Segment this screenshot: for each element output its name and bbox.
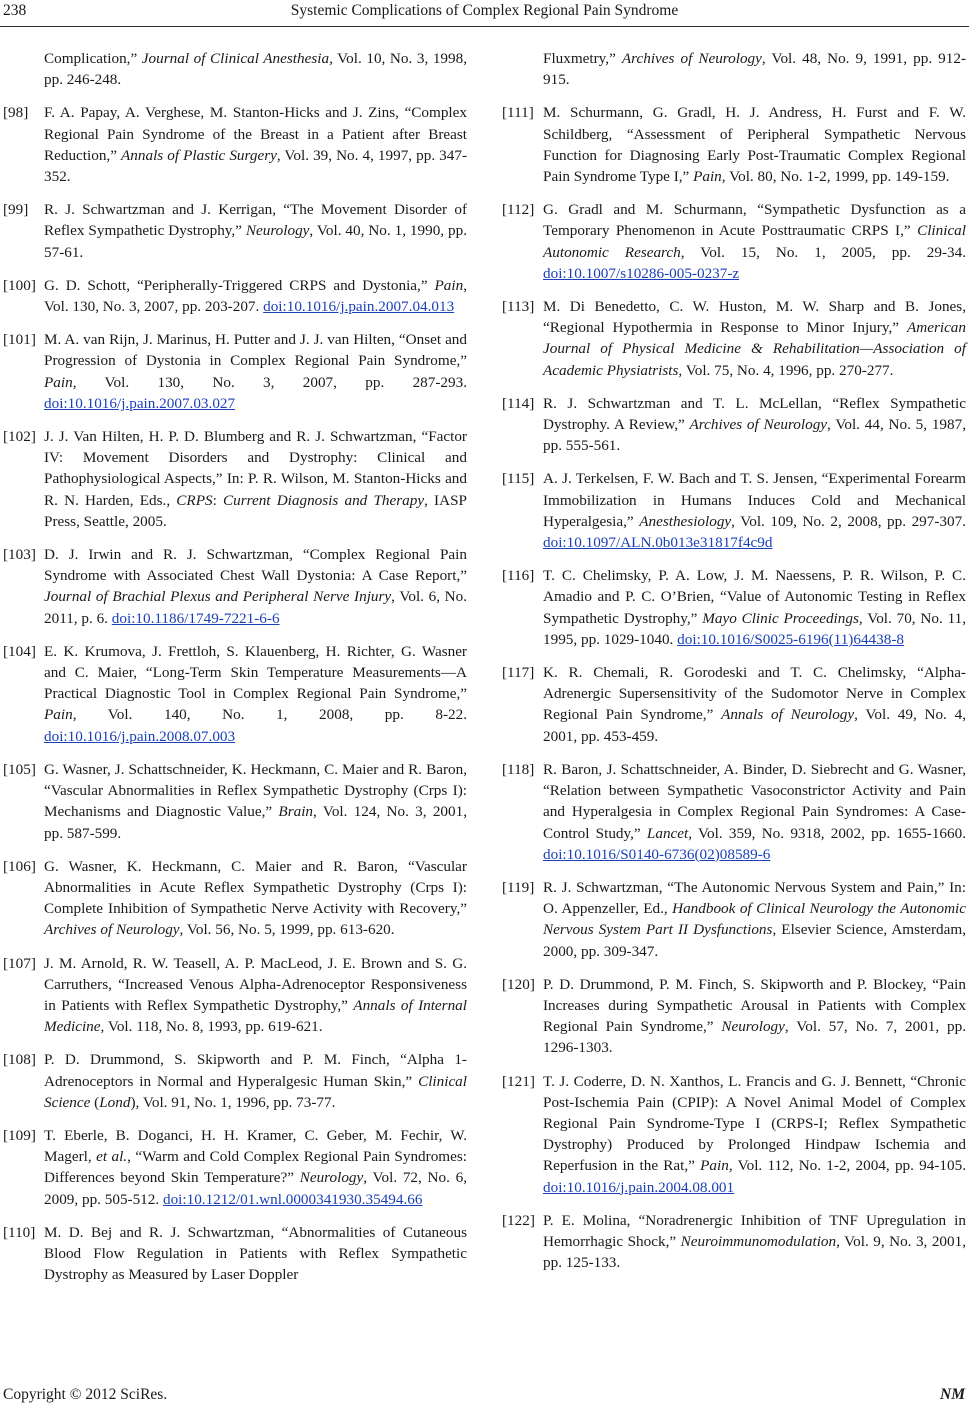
left-column [3,48,467,1297]
reference-entry [3,329,467,414]
reference-italic-text: Journal of Clinical Anesthesia [141,50,330,67]
reference-number: [102] [3,428,36,446]
page-number: 238 [3,2,27,19]
reference-entry [3,544,467,629]
reference-text: P. D. Drummond, P. M. Finch, S. Skipworth and P. Blockey, “Pain Increases during Sympathetic Arousal in Patients with Complex Regional Pain Syndrome,” [543,975,966,1036]
reference-number: [118] [502,760,535,778]
reference-number: [120] [502,975,535,993]
reference-text: , Vol. 10, No. 3, 1998, pp. 246-248. [44,50,467,89]
reference-italic-text: Anesthesiology [639,512,732,530]
reference-text: E. K. Krumova, J. Frettloh, S. Klauenberg, H. Richter, G. Wasner and C. Maier, “Long-Term Skin Temperature Measurements—A Practical Diagnostic Tool in Complex Regional Pain Syndrome,” [44,642,467,703]
reference-text: G. Wasner, J. Schattschneider, K. Heckmann, C. Maier and R. Baron, “Vascular Abnormalities in Reflex Sympathetic Dystrophy (Crps I): Mechanisms and Diagnostic Value,” [44,760,467,821]
reference-text: , Vol. 15, No. 1, 2005, pp. 29-34. [680,243,966,261]
reference-number: [110] [3,1223,36,1241]
reference-text: , Vol. 39, No. 4, 1997, pp. 347-352. [44,146,468,186]
reference-italic-text: Archives of Neurology [689,416,828,434]
reference-entry [502,468,966,553]
reference-italic-text: Neurology [721,1018,785,1036]
reference-entry [3,48,467,90]
reference-text: G. D. Schott, “Peripherally-Triggered CRPS and Dystonia,” [44,276,435,294]
reference-entry [502,1071,966,1198]
header-rule [0,26,969,27]
reference-italic-text: Mayo Clinic Proceedings [702,609,859,627]
reference-entry [3,759,467,844]
reference-text: , Vol. 109, No. 2, 2008, pp. 297-307. [731,512,966,530]
reference-italic-text: Clinical Autonomic Research [543,222,966,261]
reference-entry [502,393,966,457]
reference-text: , “Warm and Cold Complex Regional Pain Syndromes: Differences beyond Skin Temperature?” [44,1148,467,1187]
reference-text: , Vol. 75, No. 4, 1996, pp. 270-277. [678,361,894,379]
reference-italic-text: Handbook of Clinical Neurology the Autonomic Nervous System Part II Dysfunctions [543,900,966,939]
page-footer [0,1386,969,1408]
reference-text: J. M. Arnold, R. W. Teasell, A. P. MacLeod, J. E. Brown and S. G. Carruthers, “Increased Venous Alpha-Adrenoceptor Responsiveness in Patients with Reflex Sympathetic Dystrophy,” [44,954,467,1014]
reference-number: [116] [502,567,535,585]
reference-number: [100] [3,276,36,294]
reference-text: M. Di Benedetto, C. W. Huston, M. W. Sharp and B. Jones, “Regional Hypothermia in Response to Minor Injury,” [543,298,966,337]
reference-italic-text: Lond [99,1093,131,1111]
reference-italic-text: Annals of Internal Medicine [44,996,467,1036]
reference-text: : [212,491,223,509]
reference-text: , Vol. 48, No. 9, 1991, pp. 912-915. [543,50,967,89]
reference-text: T. Eberle, B. Doganci, H. H. Kramer, C. Geber, M. Fechir, W. Magerl, [44,1126,467,1166]
reference-italic-text: Pain [44,706,73,724]
reference-text: R. J. Schwartzman and J. Kerrigan, “The Movement Disorder of Reflex Sympathetic Dystrophy,” [44,201,467,240]
reference-italic-text: Annals of Plastic Surgery [121,146,277,164]
reference-italic-text: Archives of Neurology [621,50,762,67]
reference-entry [3,1222,467,1286]
reference-text: M. D. Bej and R. J. Schwartzman, “Abnormalities of Cutaneous Blood Flow Regulation in Patients with Reflex Sympathetic Dystrophy as Measured by Laser Doppler [44,1223,467,1284]
reference-text: Fluxmetry,” [543,50,622,67]
reference-text: D. J. Irwin and R. J. Schwartzman, “Complex Regional Pain Syndrome with Associated Chest Wall Dystonia: A Case Report,” [44,546,467,585]
journal-abbreviation: NM [940,1386,965,1403]
reference-text: , Vol. 9, No. 3, 2001, pp. 125-133. [543,1232,966,1272]
reference-entry [3,856,467,941]
reference-text: P. E. Molina, “Noradrenergic Inhibition of TNF Upregulation in Hemorrhagic Shock,” [543,1211,966,1250]
reference-number: [113] [502,298,535,316]
reference-text: ), Vol. 91, No. 1, 1996, pp. 73-77. [130,1093,336,1111]
doi-link[interactable]: doi:10.1016/j.pain.2007.04.013 [263,298,455,316]
reference-entry [3,1049,467,1113]
reference-text: R. J. Schwartzman and T. L. McLellan, “Reflex Sympathetic Dystrophy. A Review,” [543,394,966,434]
reference-number: [101] [3,331,36,349]
reference-italic-text: Lancet [646,824,689,842]
reference-number: [114] [502,394,535,412]
reference-entry [3,953,467,1038]
reference-italic-text: Pain [44,373,73,391]
doi-link[interactable]: doi:10.1186/1749-7221-6-6 [111,609,280,627]
reference-number: [111] [502,104,534,122]
reference-text: R. J. Schwartzman, “The Autonomic Nervous System and Pain,” In: O. Appenzeller, Ed., [543,878,966,918]
reference-text: , Elsevier Science, Amsterdam, 2000, pp. 309-347. [543,921,966,960]
reference-italic-text: Annals of Neurology [721,706,855,724]
reference-text: R. Baron, J. Schattschneider, A. Binder, D. Siebrecht and G. Wasner, “Relation between Sympathetic Vasoconstrictor Activity and Pain and Hyperalgesia in Complex Regional Pain Syndromes: A Case-Control Study,” [543,760,966,842]
reference-entry [3,426,467,532]
reference-italic-text: et al. [96,1148,128,1166]
reference-number: [98] [3,104,29,122]
reference-text: , Vol. 49, No. 4, 2001, pp. 453-459. [543,706,966,745]
doi-link[interactable]: doi:10.1212/01.wnl.0000341930.35494.66 [162,1190,423,1208]
reference-entry [502,296,966,381]
reference-italic-text: Neuroimmunomodulation [680,1232,837,1250]
reference-text: T. J. Coderre, D. N. Xanthos, L. Francis and G. J. Bennett, “Chronic Post-Ischemia Pain (CPIP): A Novel Animal Model of Complex Regional Pain Syndrome-Type I (CRPS-I; Reflex Sympathetic Dystrophy) Produced by Prolonged Hindpaw Ischemia and Reperfusion in the Rat,” [543,1072,966,1175]
reference-text: G. Wasner, K. Heckmann, C. Maier and R. Baron, “Vascular Abnormalities in Acute Reflex Sympathetic Dystrophy (Crps I): Complete Inhibition of Sympathetic Nerve Activity with Recovery,” [44,857,467,918]
reference-number: [122] [502,1211,535,1229]
reference-text: , Vol. 118, No. 8, 1993, pp. 619-621. [100,1018,323,1036]
reference-number: [107] [3,954,36,972]
reference-text: , Vol. 57, No. 7, 2001, pp. 1296-1303. [543,1018,966,1057]
reference-number: [119] [502,878,535,896]
reference-entry [502,48,966,90]
reference-number: [109] [3,1126,36,1144]
reference-text: , Vol. 130, No. 3, 2007, pp. 287-293. [72,373,467,391]
reference-number: [106] [3,857,36,875]
reference-italic-text: Pain [434,276,464,294]
reference-italic-text: Pain [700,1157,729,1175]
reference-entry [502,759,966,865]
reference-text: , Vol. 44, No. 5, 1987, pp. 555-561. [543,416,967,455]
reference-entry [502,662,966,747]
reference-text: ( [90,1093,100,1111]
reference-text: , Vol. 72, No. 6, 2009, pp. 505-512. [44,1169,467,1208]
right-column [502,48,966,1285]
reference-number: [115] [502,470,535,488]
reference-number: [105] [3,760,36,778]
reference-italic-text: American Journal of Physical Medicine & Rehabilitation—Association of Academic Physiatrists [543,319,966,379]
reference-italic-text: Neurology [245,222,310,240]
reference-text: J. J. Van Hilten, H. P. D. Blumberg and R. J. Schwartzman, “Factor IV: Movement Disorders and Dystrophy: Clinical and Pathophysiological Aspects,” In: P. R. Wilson, M. Stanton-Hicks and R. N. Harden, Eds., [44,428,467,509]
reference-italic-text: Clinical Science [44,1072,467,1111]
reference-entry [502,877,966,962]
reference-entry [502,565,966,650]
reference-entry [3,1125,467,1210]
doi-link[interactable]: doi:10.1007/s10286-005-0237-z [543,264,740,282]
reference-text: Complication,” [44,50,142,67]
reference-text: , Vol. 124, No. 3, 2001, pp. 587-599. [44,803,468,842]
copyright-notice: Copyright © 2012 SciRes. [3,1386,168,1403]
reference-entry [3,199,467,263]
reference-italic-text: Neurology [299,1169,364,1187]
reference-text: T. C. Chelimsky, P. A. Low, J. M. Naessens, P. R. Wilson, P. C. Amadio and P. C. O’Brien, “Value of Autonomic Testing in Reflex Sympathetic Dystrophy,” [543,567,966,627]
reference-entry [502,199,966,284]
reference-text: , IASP Press, Seattle, 2005. [44,491,467,530]
reference-text: , Vol. 56, No. 5, 1999, pp. 613-620. [179,921,395,939]
reference-text: , Vol. 6, No. 2011, p. 6. [44,588,467,627]
reference-italic-text: Current Diagnosis and Therapy [222,491,425,509]
reference-text: M. Schurmann, G. Gradl, H. J. Andress, H. Furst and F. W. Schildberg, “Assessment of Peripheral Sympathetic Nervous Function for Diagnosing Early Post-Traumatic Complex Regional Pain Syndrome Type I,” [543,104,966,186]
doi-link[interactable]: doi:10.1016/S0140-6736(02)08589-6 [543,845,771,863]
reference-text: , Vol. 359, No. 9318, 2002, pp. 1655-1660. [688,824,966,842]
reference-number: [99] [3,201,29,219]
reference-text: , Vol. 70, No. 11, 1995, pp. 1029-1040. [543,609,966,648]
reference-italic-text: Archives of Neurology [44,921,180,939]
reference-number: [104] [3,642,36,660]
reference-text: , Vol. 80, No. 1-2, 1999, pp. 149-159. [721,168,950,186]
reference-italic-text: CRPS [176,491,213,509]
page-header [0,2,969,24]
reference-text: P. D. Drummond, S. Skipworth and P. M. Finch, “Alpha 1-Adrenoceptors in Normal and Hyperalgesic Human Skin,” [44,1051,467,1090]
reference-number: [112] [502,201,535,219]
reference-entry [3,102,467,187]
doi-link[interactable]: doi:10.1016/S0025-6196(11)64438-8 [677,630,904,648]
reference-entry [502,102,966,187]
reference-number: [108] [3,1051,36,1069]
doi-link[interactable]: doi:10.1097/ALN.0b013e31817f4c9d [543,534,773,552]
reference-text: G. Gradl and M. Schurmann, “Sympathetic Dysfunction as a Temporary Phenomenon in Acute Posttraumatic CRPS I,” [543,201,966,240]
reference-text: K. R. Chemali, R. Gorodeski and T. C. Chelimsky, “Alpha-Adrenergic Supersensitivity of the Sudomotor Nerve in Complex Regional Pain Syndrome,” [543,664,966,724]
reference-text: , Vol. 140, No. 1, 2008, pp. 8-22. [72,706,467,724]
reference-text: F. A. Papay, A. Verghese, M. Stanton-Hicks and J. Zins, “Complex Regional Pain Syndrome of the Breast in a Patient after Breast Reduction,” [44,104,467,164]
doi-link[interactable]: doi:10.1016/j.pain.2008.07.003 [44,727,236,745]
reference-entry [502,1210,966,1274]
reference-number: [103] [3,546,36,564]
reference-text: A. J. Terkelsen, F. W. Bach and T. S. Jensen, “Experimental Forearm Immobilization in Humans Induces Cold and Mechanical Hyperalgesia,” [543,470,966,530]
reference-text: , Vol. 112, No. 1-2, 2004, pp. 94-105. [728,1157,966,1175]
reference-entry [3,641,467,747]
reference-italic-text: Journal of Brachial Plexus and Peripheral Nerve Injury [44,588,392,606]
reference-italic-text: Brain [278,803,314,821]
reference-entry [3,275,467,317]
reference-italic-text: Pain [693,168,722,186]
reference-text: M. A. van Rijn, J. Marinus, H. Putter and J. J. van Hilten, “Onset and Progression of Dystonia in Complex Regional Pain Syndrome,” [44,331,467,370]
reference-entry [502,974,966,1059]
doi-link[interactable]: doi:10.1016/j.pain.2004.08.001 [543,1178,735,1196]
reference-text: , Vol. 130, No. 3, 2007, pp. 203-207. [44,276,467,316]
reference-number: [121] [502,1072,535,1090]
doi-link[interactable]: doi:10.1016/j.pain.2007.03.027 [44,394,236,412]
running-title: Systemic Complications of Complex Regional Pain Syndrome [290,2,679,19]
reference-text: , Vol. 40, No. 1, 1990, pp. 57-61. [44,222,467,261]
reference-number: [117] [502,664,535,682]
